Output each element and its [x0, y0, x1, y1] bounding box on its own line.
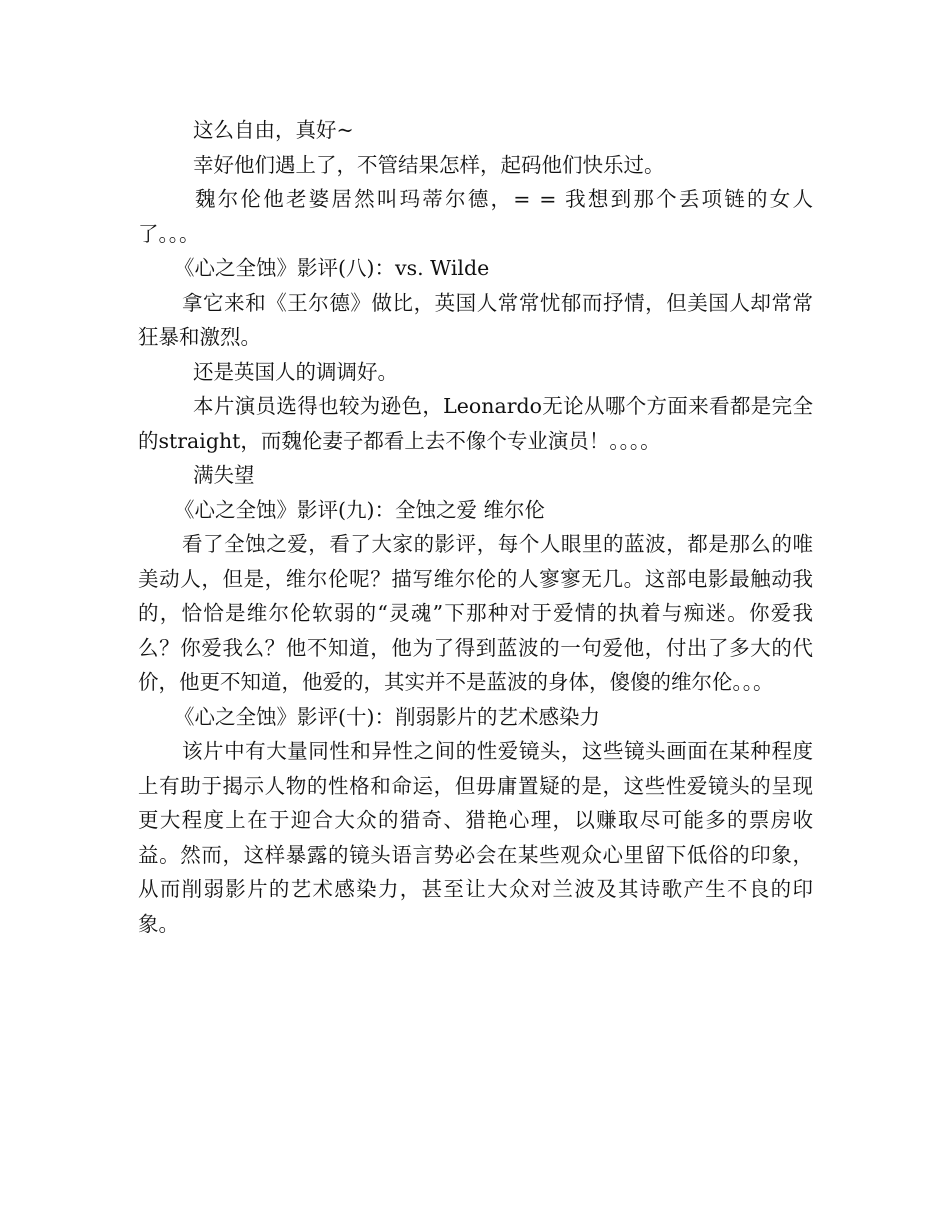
paragraph-compare-wilde: 拿它来和《王尔德》做比，英国人常常忧郁而抒情，但美国人却常常狂暴和激烈。 [138, 290, 813, 349]
paragraph-disappointed: 满失望 [193, 463, 255, 487]
paragraph-free: 这么自由，真好~ [193, 118, 354, 142]
paragraph-lucky: 幸好他们遇上了，不管结果怎样，起码他们快乐过。 [193, 152, 665, 177]
review-heading-10: 《心之全蚀》影评(十)：削弱影片的艺术感染力 [174, 704, 600, 729]
review-heading-8: 《心之全蚀》影评(八)：vs. Wilde [174, 256, 490, 280]
review-heading-9: 《心之全蚀》影评(九)：全蚀之爱 维尔伦 [174, 497, 546, 522]
paragraph-art-appeal: 该片中有大量同性和异性之间的性爱镜头，这些镜头画面在某种程度上有助于揭示人物的性格和命运，但毋庸置疑的是，这些性爱镜头的呈现更大程度上在于迎合大众的猎奇、猎艳心理，以赚取尽可能多的票房收益。然而，这样暴露的镜头语言势必会在某些观众心里留下低俗的印象，从而削弱影片的艺术感染力，甚至让大众对兰波及其诗歌产生不良的印象。 [138, 739, 813, 936]
paragraph-wife-name: 魏尔伦他老婆居然叫玛蒂尔德，= = 我想到那个丢项链的女人了。。。 [138, 187, 813, 246]
paragraph-verlaine: 看了全蚀之爱，看了大家的影评，每个人眼里的蓝波，都是那么的唯美动人，但是，维尔伦呢？描写维尔伦的人寥寥无几。这部电影最触动我的，恰恰是维尔伦软弱的“灵魂”下那种对于爱情的执着与痴迷。你爱我么？你爱我么？他不知道，他为了得到蓝波的一句爱他，付出了多大的代价，他更不知道，他爱的，其实并不是蓝波的身体，傻傻的维尔伦。。。 [138, 532, 813, 694]
paragraph-actors: 本片演员选得也较为逊色，Leonardo无论从哪个方面来看都是完全的straight，而魏伦妻子都看上去不像个专业演员！。。。。 [138, 394, 813, 453]
document-body [138, 113, 813, 941]
paragraph-english-tone: 还是英国人的调调好。 [193, 359, 398, 384]
